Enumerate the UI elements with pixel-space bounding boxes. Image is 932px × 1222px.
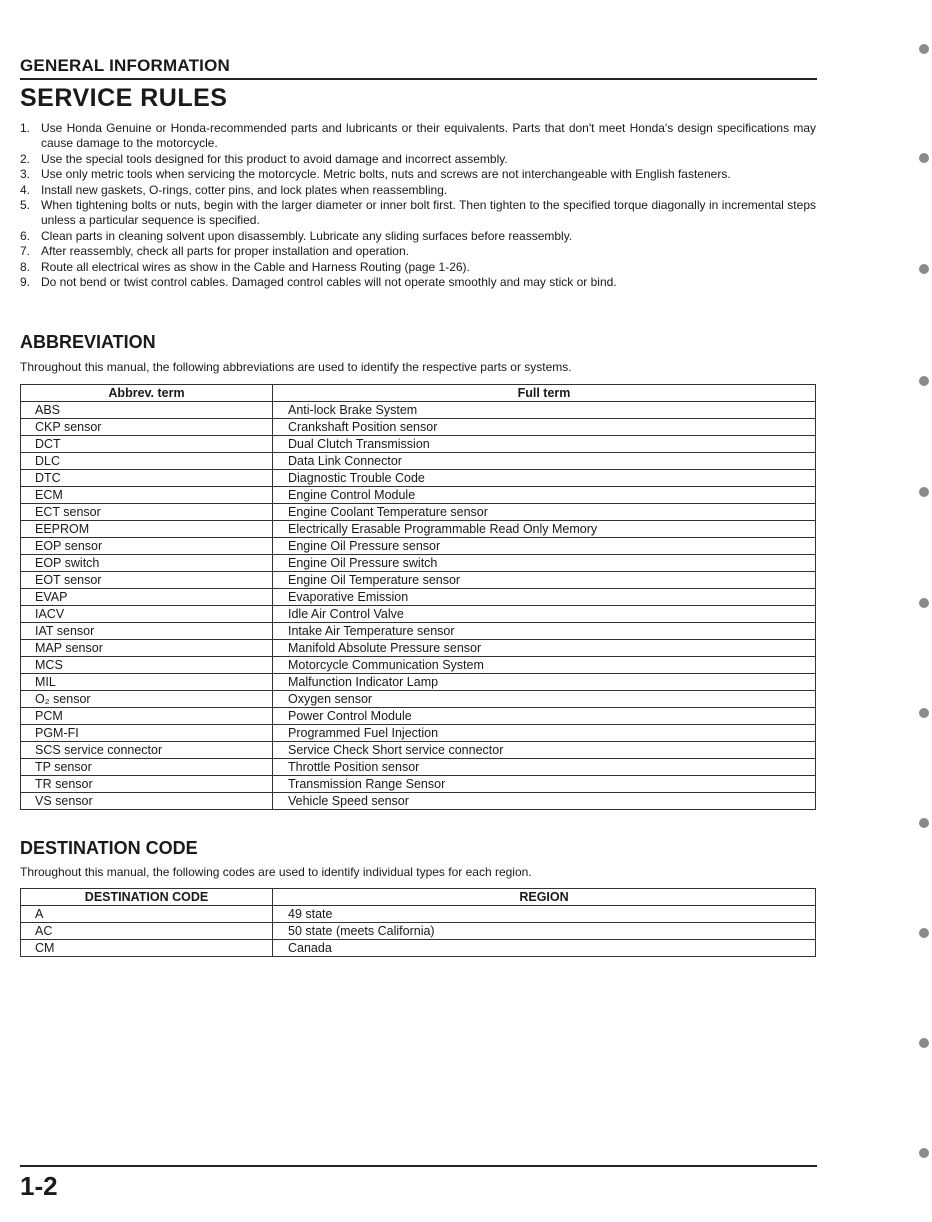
full-term-cell: Dual Clutch Transmission <box>273 436 816 453</box>
item-text: Do not bend or twist control cables. Damaged control cables will not operate smoothly and may stick or bind. <box>41 275 617 290</box>
item-text: Use only metric tools when servicing the motorcycle. Metric bolts, nuts and screws are not interchangeable with English fasteners. <box>41 167 731 182</box>
list-item <box>20 198 816 229</box>
full-term-cell: Engine Coolant Temperature sensor <box>273 504 816 521</box>
destination-intro: Throughout this manual, the following codes are used to identify individual types for each region. <box>20 865 532 879</box>
table-header-row <box>21 385 816 402</box>
full-term-cell: Vehicle Speed sensor <box>273 793 816 810</box>
table-row <box>21 923 816 940</box>
item-text: When tightening bolts or nuts, begin with the larger diameter or inner bolt first. Then tighten to the specified torque diagonally in incremental steps unless a particular sequence is specified. <box>41 198 816 228</box>
abbrev-cell: MAP sensor <box>21 640 273 657</box>
abbrev-cell: PGM-FI <box>21 725 273 742</box>
footer-rule <box>20 1165 817 1167</box>
table-row <box>21 538 816 555</box>
full-term-cell: Manifold Absolute Pressure sensor <box>273 640 816 657</box>
table-row <box>21 572 816 589</box>
item-text: Use Honda Genuine or Honda-recommended parts and lubricants or their equivalents. Parts that don't meet Honda's design specifications may cause damage to the motorcycle. <box>41 121 816 151</box>
destination-table <box>20 888 816 957</box>
abbrev-cell: MCS <box>21 657 273 674</box>
binder-hole-mark <box>919 708 929 718</box>
table-row <box>21 453 816 470</box>
table-row <box>21 487 816 504</box>
full-term-cell: Evaporative Emission <box>273 589 816 606</box>
item-number: 3. <box>20 167 31 182</box>
full-term-cell: Power Control Module <box>273 708 816 725</box>
item-number: 6. <box>20 228 31 243</box>
abbrev-cell: PCM <box>21 708 273 725</box>
binder-hole-mark <box>919 1148 929 1158</box>
item-number: 8. <box>20 259 31 274</box>
abbrev-cell: ABS <box>21 402 273 419</box>
abbrev-cell: DLC <box>21 453 273 470</box>
full-term-cell: Anti-lock Brake System <box>273 402 816 419</box>
abbrev-cell: MIL <box>21 674 273 691</box>
table-row <box>21 504 816 521</box>
table-row <box>21 906 816 923</box>
abbrev-cell: DCT <box>21 436 273 453</box>
list-item <box>20 167 816 182</box>
table-row <box>21 419 816 436</box>
destination-code-cell: A <box>21 906 273 923</box>
abbrev-cell: CKP sensor <box>21 419 273 436</box>
list-item <box>20 183 816 198</box>
full-term-cell: Oxygen sensor <box>273 691 816 708</box>
column-header: DESTINATION CODE <box>21 889 273 906</box>
destination-code-cell: AC <box>21 923 273 940</box>
abbrev-cell: EOP sensor <box>21 538 273 555</box>
abbrev-cell: TR sensor <box>21 776 273 793</box>
abbrev-cell: O₂ sensor <box>21 691 273 708</box>
item-number: 1. <box>20 121 31 135</box>
binder-hole-mark <box>919 818 929 828</box>
page-title: SERVICE RULES <box>20 84 228 112</box>
list-item <box>20 121 816 152</box>
abbrev-cell: DTC <box>21 470 273 487</box>
table-row <box>21 776 816 793</box>
table-header-row <box>21 889 816 906</box>
full-term-cell: Intake Air Temperature sensor <box>273 623 816 640</box>
item-number: 9. <box>20 275 31 290</box>
table-row <box>21 470 816 487</box>
region-cell: 50 state (meets California) <box>273 923 816 940</box>
list-item <box>20 244 816 259</box>
full-term-cell: Engine Oil Temperature sensor <box>273 572 816 589</box>
abbrev-cell: EEPROM <box>21 521 273 538</box>
item-number: 4. <box>20 182 31 197</box>
full-term-cell: Data Link Connector <box>273 453 816 470</box>
binder-hole-mark <box>919 264 929 274</box>
abbrev-cell: EOP switch <box>21 555 273 572</box>
table-row <box>21 657 816 674</box>
binder-hole-mark <box>919 928 929 938</box>
full-term-cell: Engine Control Module <box>273 487 816 504</box>
full-term-cell: Electrically Erasable Programmable Read Only Memory <box>273 521 816 538</box>
table-row <box>21 793 816 810</box>
abbreviation-heading: ABBREVIATION <box>20 332 156 352</box>
column-header: Abbrev. term <box>21 385 273 402</box>
table-row <box>21 606 816 623</box>
table-row <box>21 402 816 419</box>
abbrev-cell: TP sensor <box>21 759 273 776</box>
table-row <box>21 623 816 640</box>
full-term-cell: Programmed Fuel Injection <box>273 725 816 742</box>
full-term-cell: Motorcycle Communication System <box>273 657 816 674</box>
table-row <box>21 691 816 708</box>
binder-hole-mark <box>919 153 929 163</box>
abbreviation-intro: Throughout this manual, the following abbreviations are used to identify the respective parts or systems. <box>20 360 572 374</box>
item-text: After reassembly, check all parts for proper installation and operation. <box>41 244 409 259</box>
abbrev-cell: EOT sensor <box>21 572 273 589</box>
binder-hole-mark <box>919 376 929 386</box>
list-item <box>20 229 816 244</box>
full-term-cell: Malfunction Indicator Lamp <box>273 674 816 691</box>
full-term-cell: Engine Oil Pressure switch <box>273 555 816 572</box>
full-term-cell: Crankshaft Position sensor <box>273 419 816 436</box>
table-row <box>21 708 816 725</box>
abbrev-cell: ECT sensor <box>21 504 273 521</box>
item-number: 2. <box>20 151 31 166</box>
item-text: Clean parts in cleaning solvent upon disassembly. Lubricate any sliding surfaces before reassembly. <box>41 228 573 243</box>
item-text: Route all electrical wires as show in the Cable and Harness Routing (page 1-26). <box>41 259 470 274</box>
list-item <box>20 260 816 275</box>
binder-hole-mark <box>919 598 929 608</box>
full-term-cell: Transmission Range Sensor <box>273 776 816 793</box>
full-term-cell: Diagnostic Trouble Code <box>273 470 816 487</box>
table-row <box>21 436 816 453</box>
table-row <box>21 742 816 759</box>
destination-heading: DESTINATION CODE <box>20 838 198 858</box>
abbrev-cell: EVAP <box>21 589 273 606</box>
item-number: 5. <box>20 198 31 213</box>
full-term-cell: Engine Oil Pressure sensor <box>273 538 816 555</box>
table-row <box>21 674 816 691</box>
binder-hole-mark <box>919 1038 929 1048</box>
abbrev-cell: IAT sensor <box>21 623 273 640</box>
page-number: 1-2 <box>20 1171 58 1201</box>
full-term-cell: Service Check Short service connector <box>273 742 816 759</box>
service-rules-list <box>20 121 816 290</box>
full-term-cell: Idle Air Control Valve <box>273 606 816 623</box>
table-row <box>21 555 816 572</box>
list-item <box>20 152 816 167</box>
abbrev-cell: SCS service connector <box>21 742 273 759</box>
destination-code-cell: CM <box>21 940 273 957</box>
table-row <box>21 521 816 538</box>
column-header: REGION <box>273 889 816 906</box>
abbreviation-table <box>20 384 816 810</box>
item-number: 7. <box>20 244 31 259</box>
abbrev-cell: ECM <box>21 487 273 504</box>
abbrev-cell: IACV <box>21 606 273 623</box>
table-row <box>21 940 816 957</box>
binder-hole-mark <box>919 487 929 497</box>
list-item <box>20 275 816 290</box>
item-text: Use the special tools designed for this product to avoid damage and incorrect assembly. <box>41 151 508 166</box>
table-row <box>21 759 816 776</box>
abbrev-cell: VS sensor <box>21 793 273 810</box>
table-row <box>21 725 816 742</box>
region-cell: Canada <box>273 940 816 957</box>
binder-hole-mark <box>919 44 929 54</box>
table-row <box>21 640 816 657</box>
section-header: GENERAL INFORMATION <box>20 56 817 80</box>
full-term-cell: Throttle Position sensor <box>273 759 816 776</box>
region-cell: 49 state <box>273 906 816 923</box>
table-row <box>21 589 816 606</box>
item-text: Install new gaskets, O-rings, cotter pins, and lock plates when reassembling. <box>41 182 448 197</box>
column-header: Full term <box>273 385 816 402</box>
